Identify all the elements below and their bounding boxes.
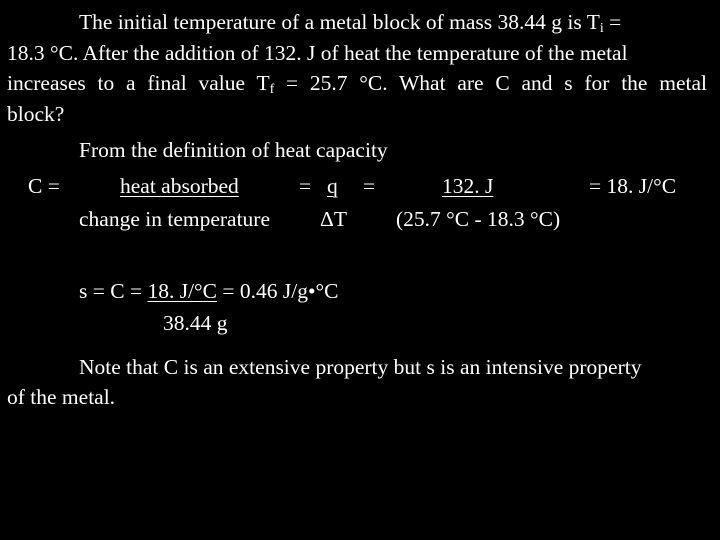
problem-statement bbox=[7, 7, 707, 129]
s-result: = 0.46 J/g•°C bbox=[217, 279, 339, 303]
equals-sign-2: = bbox=[363, 174, 376, 198]
problem-line-3: increases to a final value $T_f = 25.7$ °C. What are C and s for the metal bbox=[7, 71, 707, 97]
s-lhs: s = C = bbox=[79, 279, 148, 303]
note-line-1: Note that C is an extensive property but s is an intensive property bbox=[79, 355, 642, 379]
s-numerator: 18. J/°C bbox=[147, 279, 217, 303]
denominator-value: (25.7 °C - 18.3 °C) bbox=[396, 207, 561, 231]
heat-absorbed-numerator: heat absorbed bbox=[120, 174, 239, 198]
s-denominator: 38.44 g bbox=[163, 311, 228, 335]
problem-line-1: The initial temperature of a metal block of mass 38.44 g is $T_i$ = bbox=[79, 10, 622, 36]
note-line-2: of the metal. bbox=[7, 385, 116, 409]
c-equals-label: C = bbox=[28, 174, 60, 198]
s-equation-row bbox=[79, 281, 338, 303]
q-symbol: q bbox=[327, 174, 338, 198]
initial-subscript: i bbox=[599, 21, 604, 36]
definition-intro: From the definition of heat capacity bbox=[79, 138, 388, 162]
final-subscript: f bbox=[269, 82, 275, 97]
c-result: = 18. J/°C bbox=[589, 174, 677, 198]
delta-t-denominator: ΔT bbox=[320, 207, 347, 231]
change-in-temperature-denominator: change in temperature bbox=[79, 207, 271, 231]
equals-sign-1: = bbox=[299, 174, 312, 198]
problem-line-4: block? bbox=[7, 101, 65, 126]
note-paragraph bbox=[7, 352, 707, 412]
numerator-value: 132. J bbox=[442, 174, 494, 198]
problem-line-2: 18.3 °C. After the addition of 132. J of heat the temperature of the metal bbox=[7, 40, 628, 65]
